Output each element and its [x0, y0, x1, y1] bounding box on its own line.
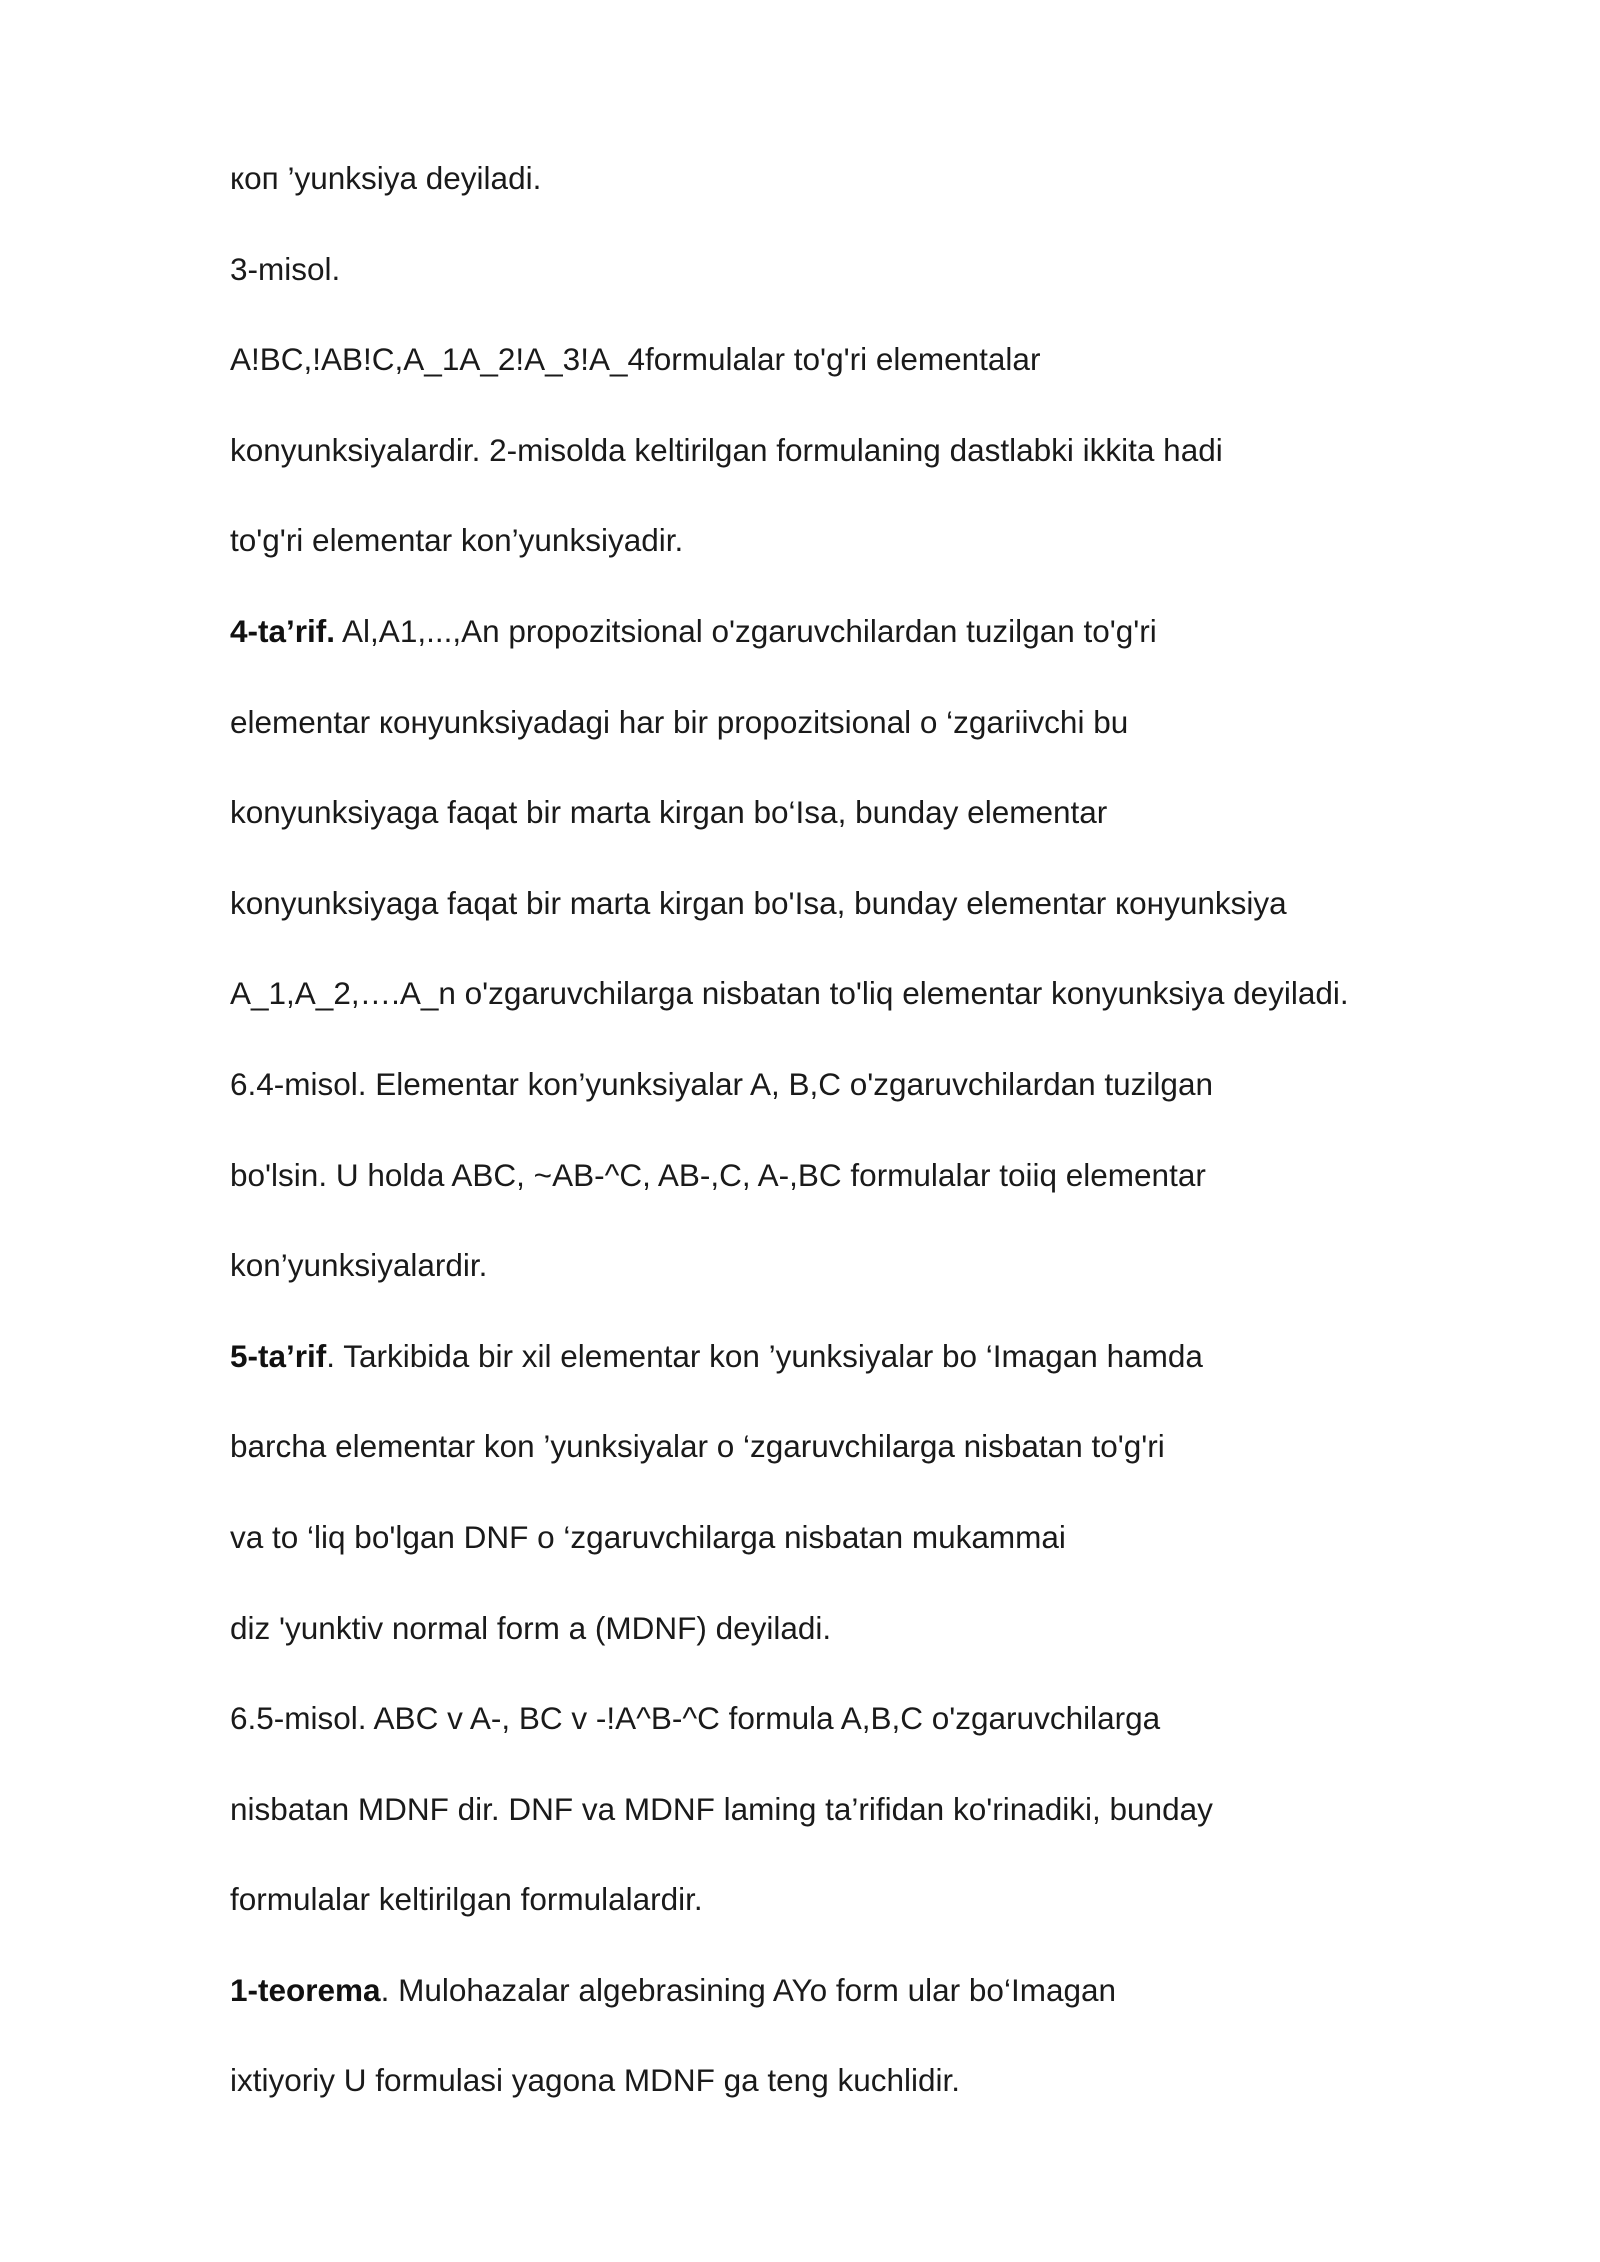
text-line: bo'lsin. U holda ABC, ~AB-^C, AB-,C, A-,BC formulalar toiiq elementar: [230, 1156, 1206, 1193]
document-body: [230, 152, 1570, 2145]
text-line: 6.4-misol. Elementar kon’yunksiyalar A, B,C o'zgaruvchilardan tuzilgan: [230, 1065, 1213, 1102]
text-line: konyunksiyaga faqat bir marta kirgan bo'Isa, bunday elementar конyunksiya: [230, 884, 1287, 921]
text-line: diz 'yunktiv normal form a (MDNF) deyiladi.: [230, 1609, 832, 1646]
text-line: konyunksiyaga faqat bir marta kirgan bo‘Isa, bunday elementar: [230, 794, 1108, 831]
text-line: A!BC,!AB!C,A_1A_2!A_3!A_4formulalar to'g'ri elementalar: [230, 341, 1041, 378]
text-line: A_1,A_2,….A_n o'zgaruvchilarga nisbatan to'liq elementar konyunksiya deyiladi.: [230, 975, 1349, 1012]
text-line: barcha elementar kon ’yunksiyalar o ‘zgaruvchilarga nisbatan to'g'ri: [230, 1428, 1165, 1465]
text-line: elementar конyunksiyadagi har bir propozitsional o ‘zgariivchi bu: [230, 703, 1129, 740]
text-line: nisbatan MDNF dir. DNF va MDNF laming ta’rifidan ko'rinadiki, bunday: [230, 1790, 1213, 1827]
theorem-1-line: 1-teorema. Mulohazalar algebrasining AYo form ular bo‘Imagan: [230, 1971, 1117, 2008]
text-line: 3-misol.: [230, 250, 341, 287]
definition-label: 4-ta’rif.: [230, 612, 336, 649]
text-line: konyunksiyalardir. 2-misolda keltirilgan formulaning dastlabki ikkita hadi: [230, 431, 1223, 468]
theorem-label: 1-teorema: [230, 1971, 381, 2008]
definition-4-line: 4-ta’rif. Al,A1,...,An propozitsional o'zgaruvchilardan tuzilgan to'g'ri: [230, 612, 1157, 649]
text-line: to'g'ri elementar kon’yunksiyadir.: [230, 522, 684, 559]
definition-label: 5-ta’rif: [230, 1337, 327, 1374]
text-line: ixtiyoriy U formulasi yagona MDNF ga teng kuchlidir.: [230, 2062, 961, 2099]
text-line: va to ‘liq bo'lgan DNF o ‘zgaruvchilarga nisbatan mukammai: [230, 1518, 1066, 1555]
text-line: kon’yunksiyalardir.: [230, 1247, 488, 1284]
definition-5-line: 5-ta’rif. Tarkibida bir xil elementar kon ’yunksiyalar bo ‘Imagan hamda: [230, 1337, 1203, 1374]
text-line: formulalar keltirilgan formulalardir.: [230, 1881, 703, 1918]
text-line: 6.5-misol. ABC v A-, BC v -!A^B-^C formula A,B,C o'zgaruvchilarga: [230, 1700, 1161, 1737]
text-line: коп ’yunksiya deyiladi.: [230, 160, 542, 196]
